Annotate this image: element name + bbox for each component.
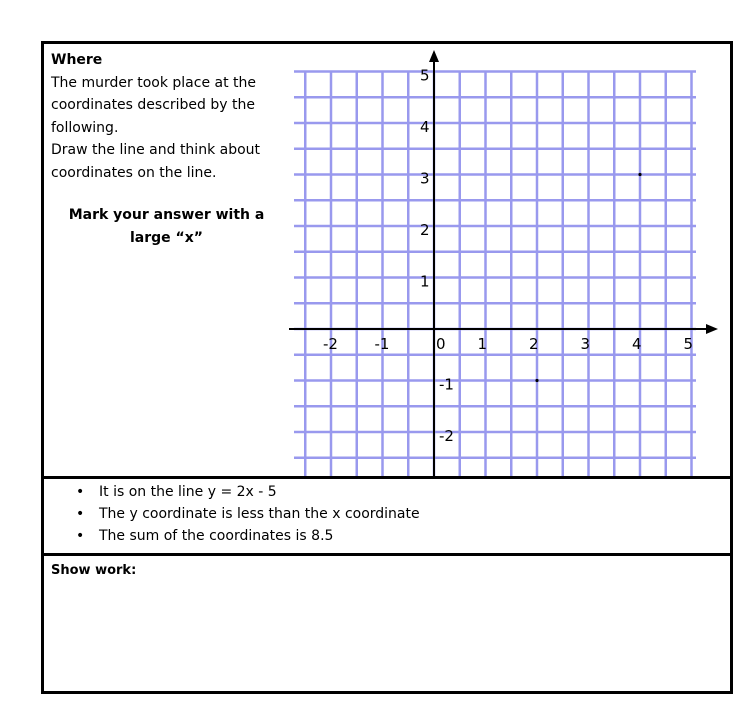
worksheet-frame xyxy=(41,41,733,694)
x-tick-label: 0 xyxy=(436,335,446,353)
y-axis-arrow xyxy=(429,50,439,62)
y-tick-label: 1 xyxy=(420,272,430,291)
work-section[interactable] xyxy=(44,556,730,691)
x-tick-label: 3 xyxy=(580,335,591,353)
x-tick-label: 2 xyxy=(529,335,539,353)
x-tick-label: -2 xyxy=(323,335,338,353)
y-tick-label: 4 xyxy=(420,118,430,136)
plotted-point xyxy=(638,173,641,176)
clue-item: • The y coordinate is less than the x coordinate xyxy=(76,503,420,525)
show-work-label: Show work: xyxy=(51,563,137,578)
x-tick-label: 1 xyxy=(477,335,488,353)
y-tick-label: -1 xyxy=(439,375,454,394)
x-tick-label: 4 xyxy=(632,335,642,353)
coordinate-grid[interactable] xyxy=(44,44,730,476)
intro-line: following. xyxy=(51,119,119,136)
instruction-line: large “x” xyxy=(130,229,203,246)
section-heading: Where xyxy=(51,52,103,68)
y-tick-label: 2 xyxy=(420,221,430,239)
where-section xyxy=(44,44,730,479)
x-tick-label: -1 xyxy=(374,335,390,353)
clues-section xyxy=(44,479,730,556)
intro-line: The murder took place at the xyxy=(51,74,257,91)
x-tick-label: 5 xyxy=(683,335,694,353)
plotted-point xyxy=(535,379,538,382)
clue-list xyxy=(76,481,420,547)
y-tick-label: 5 xyxy=(420,66,430,85)
y-tick-label: 3 xyxy=(420,169,430,188)
y-tick-label: -2 xyxy=(439,427,454,445)
clue-item: • It is on the line y = 2x - 5 xyxy=(76,481,420,503)
intro-line: coordinates described by the xyxy=(51,97,255,113)
intro-line: coordinates on the line. xyxy=(51,164,217,181)
instruction-line: Mark your answer with a xyxy=(68,207,265,223)
clue-item: • The sum of the coordinates is 8.5 xyxy=(76,525,420,547)
intro-line: Draw the line and think about xyxy=(51,142,261,158)
x-axis-arrow xyxy=(706,324,718,334)
